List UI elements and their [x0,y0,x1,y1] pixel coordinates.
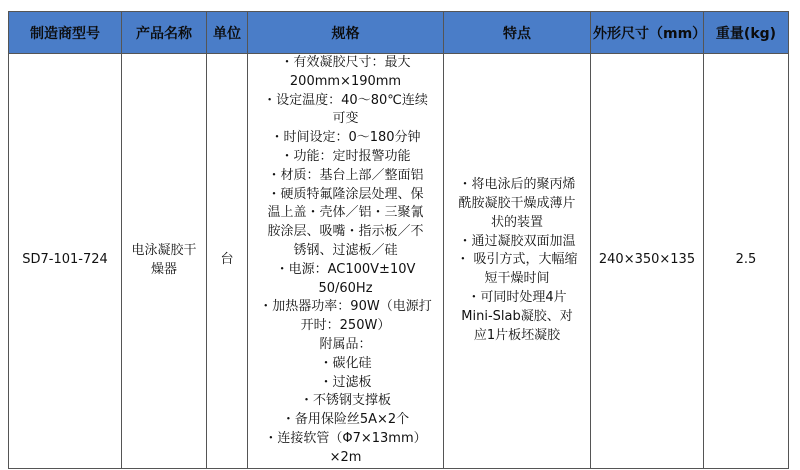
spec-line: 可变 [332,111,359,127]
product-table-container [8,11,788,465]
header-features: 特点 [444,12,591,54]
feature-line: ・通过凝胶双面加温 [458,233,576,249]
spec-line: ・材质：基台上部／整面铝 [267,167,424,183]
spec-line: 温上盖・壳体／铝・三聚氰 [267,205,424,221]
spec-line: 50/60Hz [318,280,373,296]
spec-line: 200mm×190mm [289,73,402,89]
feature-line: 酰胺凝胶干燥成薄片 [458,195,576,211]
spec-line: ・电源：AC100V±10V [275,261,416,277]
spec-line: ・设定温度：40～80℃连续 [263,92,428,108]
spec-line: ・加热器功率：90W（电源打 [259,299,432,315]
product-name-line: 燥器 [150,261,177,277]
feature-line: 短干燥时间 [484,271,550,287]
spec-line: ・硬质特氟隆涂层处理、保 [267,186,424,202]
spec-line: ・有效凝胶尺寸：最大 [280,55,411,70]
feature-line: ・将电泳后的聚丙烯 [458,177,576,193]
cell-product-name [122,54,207,469]
header-dimensions: 外形尺寸（mm） [591,12,704,54]
spec-line: ・过滤板 [319,374,372,390]
spec-line: 锈钢、过滤板／硅 [293,242,398,258]
table-header-row [9,12,789,54]
spec-line: ・时间设定：0～180分钟 [270,130,421,146]
spec-line: ×2m [329,449,362,465]
table-row [9,54,789,469]
cell-model: SD7-101-724 [9,54,122,469]
spec-line: ・功能：定时报警功能 [280,148,411,164]
feature-line: ・ 吸引方式，大幅缩 [456,252,578,268]
header-unit: 单位 [207,12,248,54]
spec-line: 附属品： [319,336,372,352]
feature-line: Mini-Slab凝胶、对 [461,308,573,324]
cell-weight: 2.5 [704,54,789,469]
header-product-name: 产品名称 [122,12,207,54]
spec-line: ・连接软管（Φ7×13mm） [264,430,427,446]
header-weight: 重量(kg) [704,12,789,54]
spec-line: ・备用保险丝5A×2个 [281,412,410,428]
feature-line: 应1片板坯凝胶 [473,327,561,343]
cell-features [444,54,591,469]
feature-line: ・可同时处理4片 [467,289,567,305]
product-name-line: 电泳凝胶干 [131,242,197,258]
feature-line: 状的装置 [490,214,543,230]
header-spec: 规格 [248,12,444,54]
cell-spec [248,54,444,469]
product-table [8,11,789,469]
cell-unit: 台 [207,54,248,469]
header-model: 制造商型号 [9,12,122,54]
spec-line: 开时：250W） [300,318,391,334]
spec-line: ・碳化硅 [319,355,372,371]
spec-line: ・不锈钢支撑板 [299,393,391,409]
cell-dimensions: 240×350×135 [591,54,704,469]
spec-line: 胺涂层、吸嘴・指示板／不 [267,224,424,240]
